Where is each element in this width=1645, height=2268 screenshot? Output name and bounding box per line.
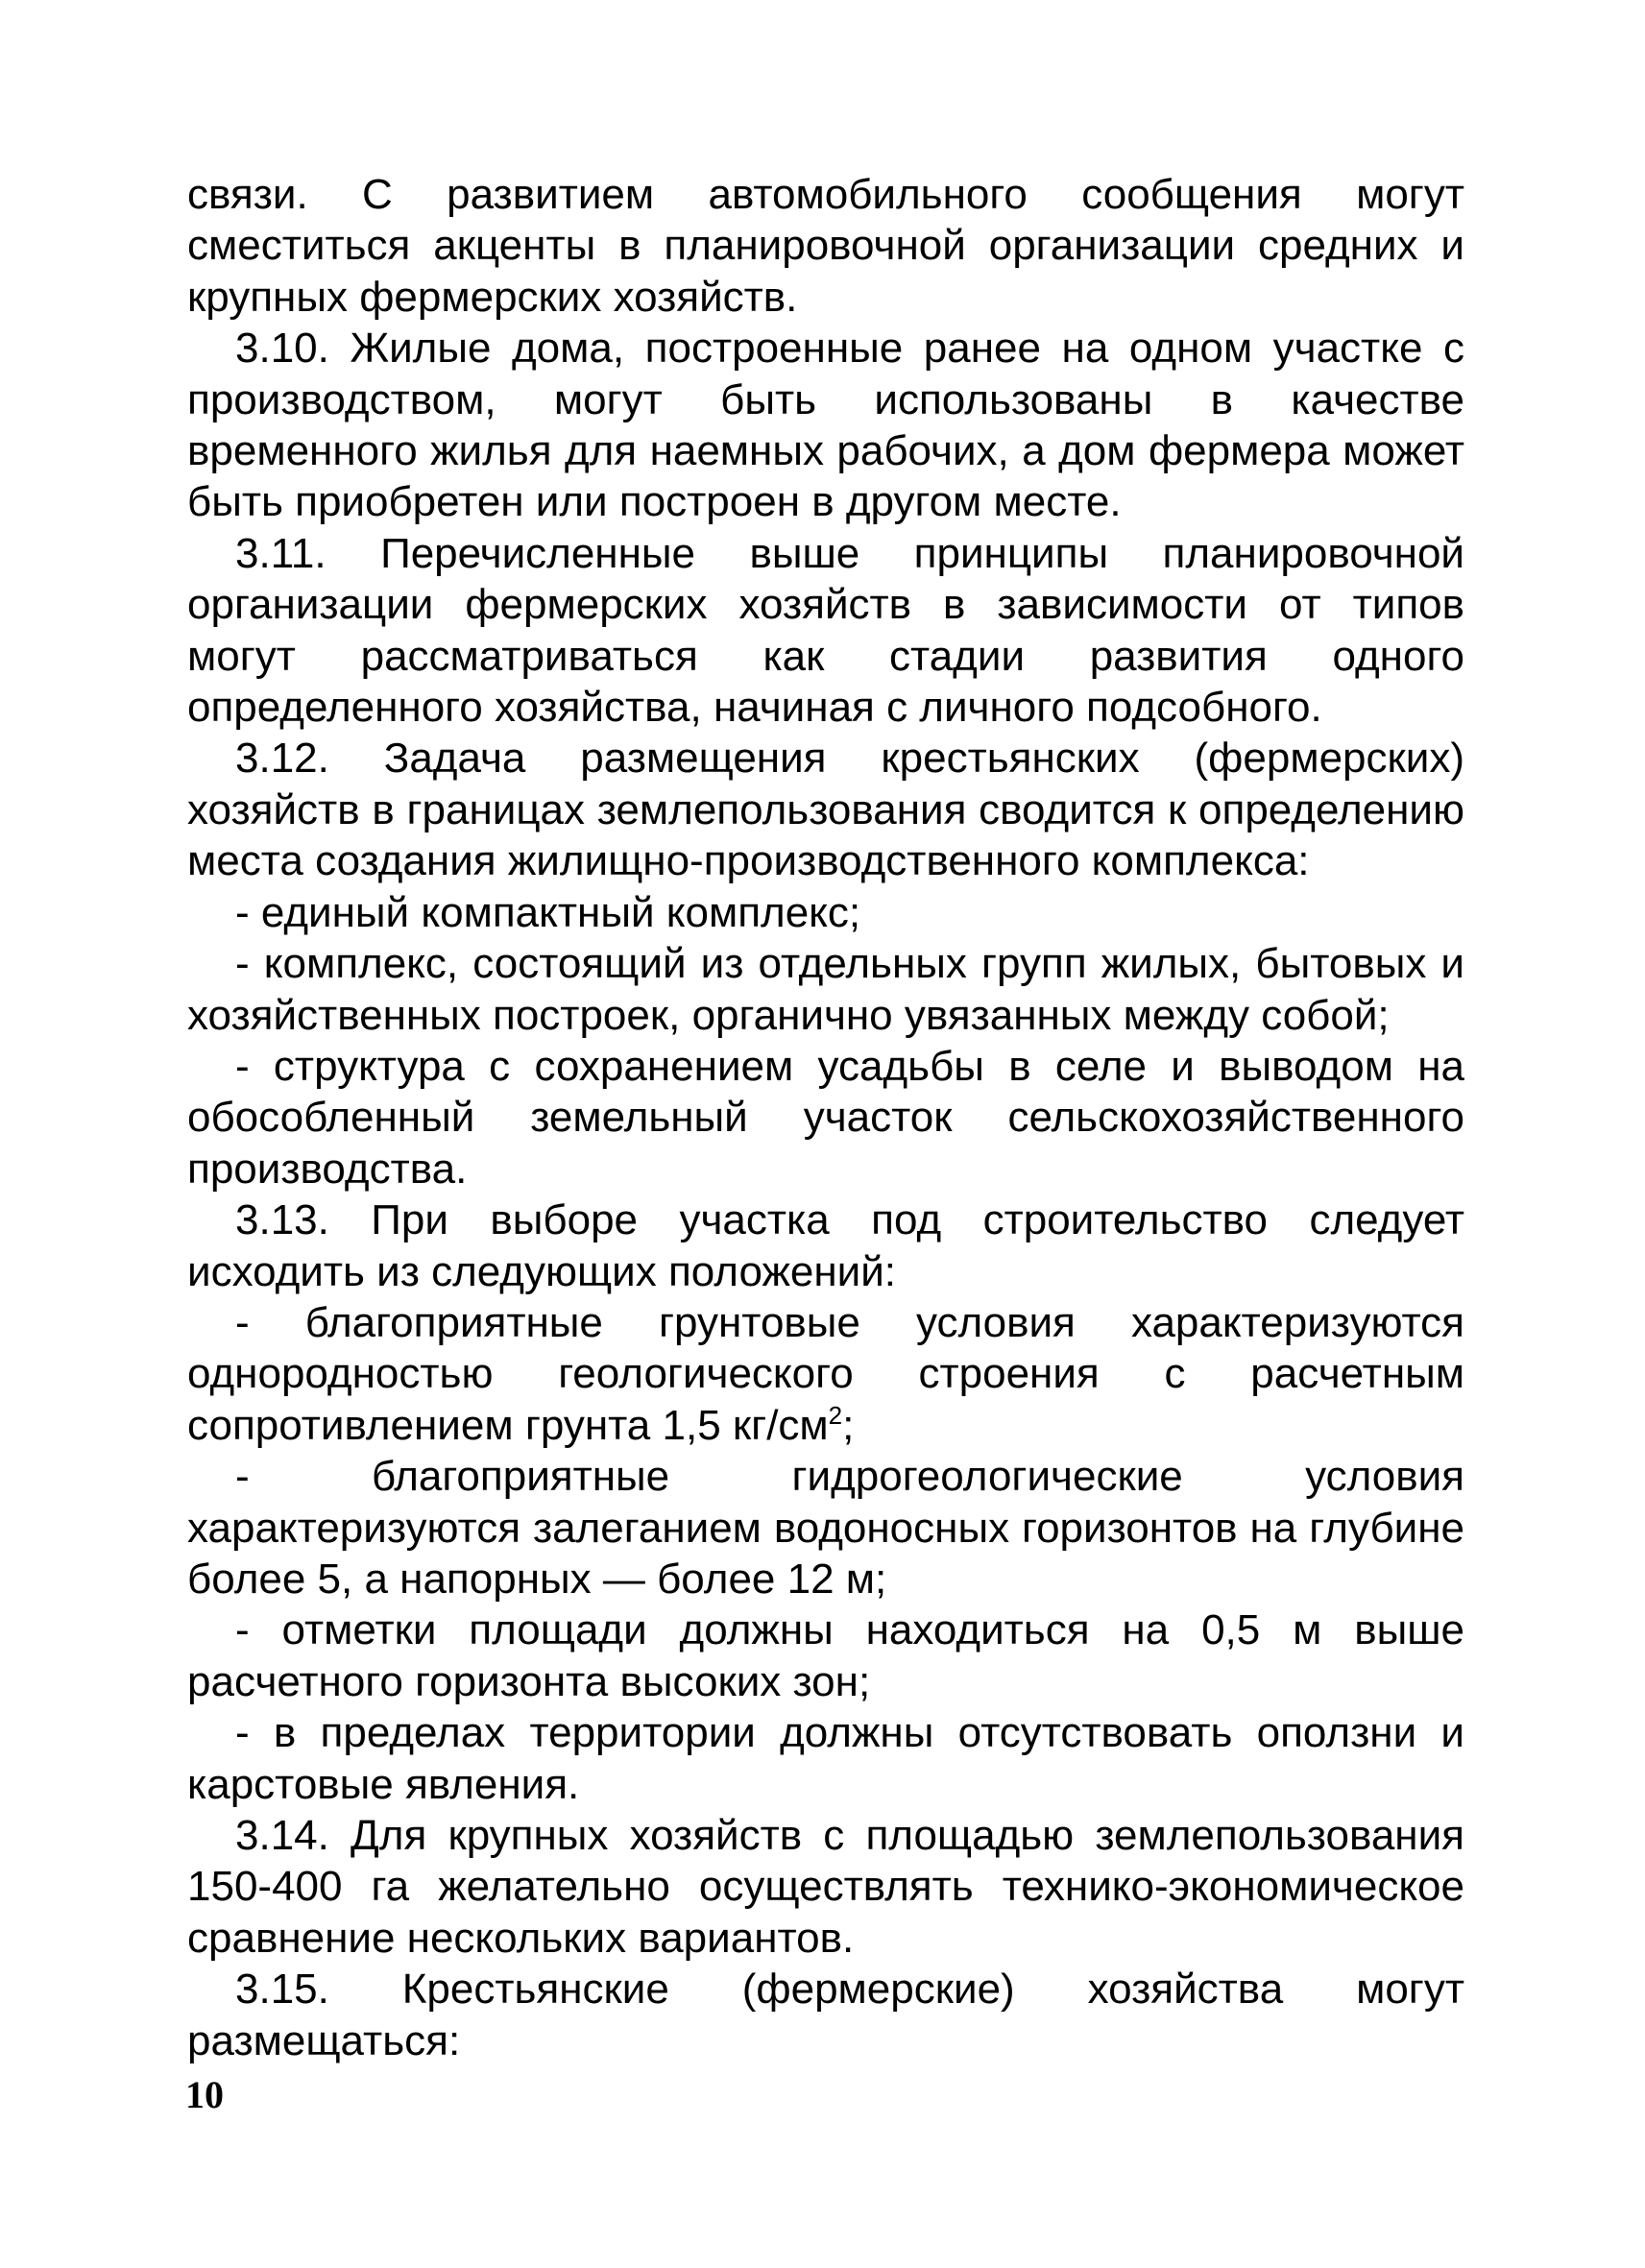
page-number: 10 xyxy=(185,2073,224,2116)
list-item-tail: ; xyxy=(842,1401,855,1449)
list-item: - единый компактный комплекс; xyxy=(235,888,861,936)
page-body xyxy=(187,169,1464,2066)
paragraph-3-13: 3.13. При выборе участка под строительство следует исходить из следующих положений: xyxy=(187,1196,1464,1295)
paragraph-3-12: 3.12. Задача размещения крестьянских (фермерских) хозяйств в границах землепользования сводится к определению места создания жилищно-производственного комплекса: xyxy=(187,735,1464,885)
list-item: - благоприятные гидрогеологические условия характеризуются залеганием водоносных горизонтов на глубине более 5, а напорных — более 12 м; xyxy=(187,1453,1464,1603)
paragraph: связи. С развитием автомобильного сообщения могут сместиться акценты в планировочной организации средних и крупных фермерских хозяйств. xyxy=(187,171,1464,321)
superscript: 2 xyxy=(828,1400,843,1430)
list-item: - в пределах территории должны отсутствовать оползни и карстовые явления. xyxy=(187,1709,1464,1808)
list-item: - комплекс, состоящий из отдельных групп жилых, бытовых и хозяйственных построек, органично увязанных между собой; xyxy=(187,940,1464,1039)
list-item xyxy=(187,1297,1464,1451)
list-item-text: - благоприятные грунтовые условия характеризуются однородностью геологического строения с расчетным сопротивлением грунта 1,5 кг/см xyxy=(187,1298,1464,1449)
paragraph-3-11: 3.11. Перечисленные выше принципы планировочной организации фермерских хозяйств в зависимости от типов могут рассматриваться как стадии развития одного определенного хозяйства, начиная с личного подсобного. xyxy=(187,529,1464,732)
list-item: - отметки площади должны находиться на 0,5 м выше расчетного горизонта высоких зон; xyxy=(187,1606,1464,1705)
list-item: - структура с сохранением усадьбы в селе и выводом на обособленный земельный участок сельскохозяйственного производства. xyxy=(187,1042,1464,1193)
paragraph-3-14: 3.14. Для крупных хозяйств с площадью землепользования 150-400 га желательно осуществлять технико-экономическое сравнение нескольких вариантов. xyxy=(187,1812,1464,1962)
paragraph-3-15: 3.15. Крестьянские (фермерские) хозяйства могут размещаться: xyxy=(187,1966,1464,2064)
paragraph-3-10: 3.10. Жилые дома, построенные ранее на одном участке с производством, могут быть использованы в качестве временного жилья для наемных рабочих, а дом фермера может быть приобретен или построен в другом месте. xyxy=(187,325,1464,526)
